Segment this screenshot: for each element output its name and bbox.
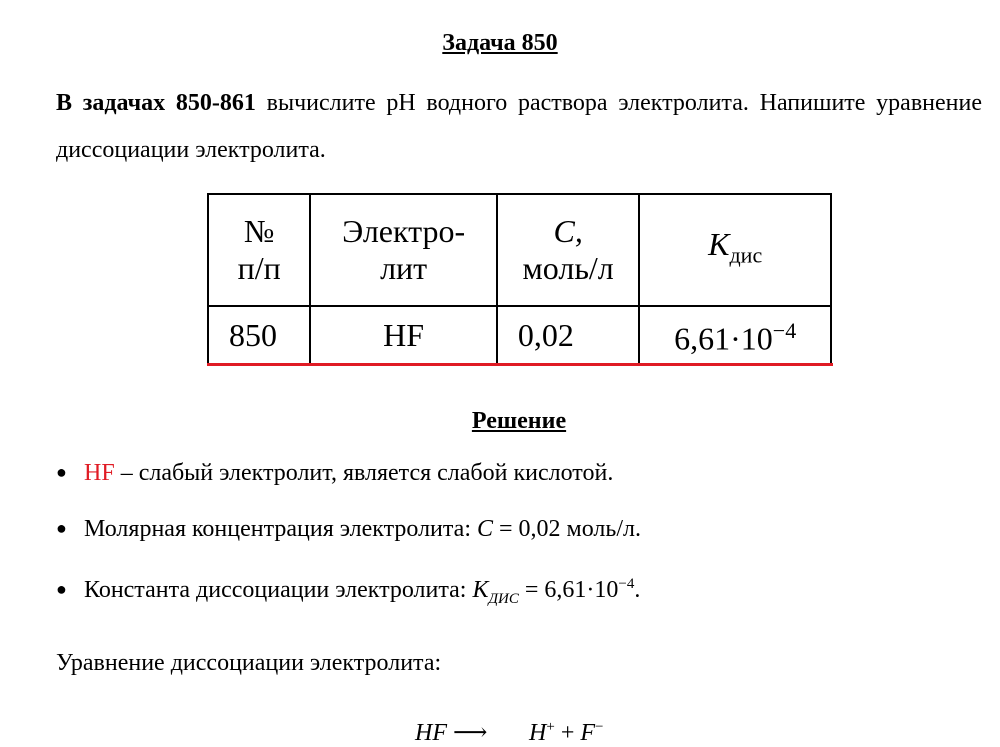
arrow-icon: ⟶	[453, 720, 486, 746]
table-header-row	[208, 194, 831, 306]
constant-formula: $K_{ДИС} = 6,61\cdot 10^{-4}$	[472, 576, 635, 607]
cell-concentration: 0,02	[497, 306, 639, 364]
cell-num: 850	[208, 306, 310, 364]
data-table	[207, 193, 832, 365]
task-text: вычислите pH водного раствора электролита. Напишите уравнение диссоциации электролита.	[56, 90, 983, 163]
cell-electrolyte: HF	[310, 306, 497, 364]
red-underline-divider	[207, 363, 833, 366]
header-k-dis: $K_{дис}$	[639, 194, 831, 306]
bullet-icon: ●	[56, 462, 67, 482]
dissociation-equation: HF ⟶ H+ + F−	[415, 719, 604, 746]
bullet-icon: ●	[56, 518, 67, 538]
electrolyte-formula: HF	[84, 460, 115, 486]
bullet-item-weak-acid: ● HF – слабый электролит, является слабой кислотой.	[56, 460, 614, 486]
equation-title: Уравнение диссоциации электролита:	[56, 650, 442, 676]
page-title: Задача 850	[442, 30, 558, 56]
cell-k-dis: $6,61\cdot 10^{-4}$	[639, 306, 831, 364]
concentration-formula: C = 0,02 моль/л	[477, 516, 635, 542]
table-row	[208, 306, 831, 364]
bullet-item-constant: ● Константа диссоциации электролита: $K_{ДИС} = 6,61\cdot 10^{-4}$.	[56, 576, 641, 607]
bullet-icon: ●	[56, 579, 67, 599]
task-range: В задачах 850-861	[56, 90, 256, 116]
task-statement	[56, 80, 982, 174]
header-num: № п/п	[208, 194, 310, 306]
header-electrolyte: Электро- лит	[310, 194, 497, 306]
bullet-item-concentration: ● Молярная концентрация электролита: C = 0,02 моль/л.	[56, 516, 641, 542]
solution-title: Решение	[471, 408, 567, 434]
header-concentration: C, моль/л	[497, 194, 639, 306]
